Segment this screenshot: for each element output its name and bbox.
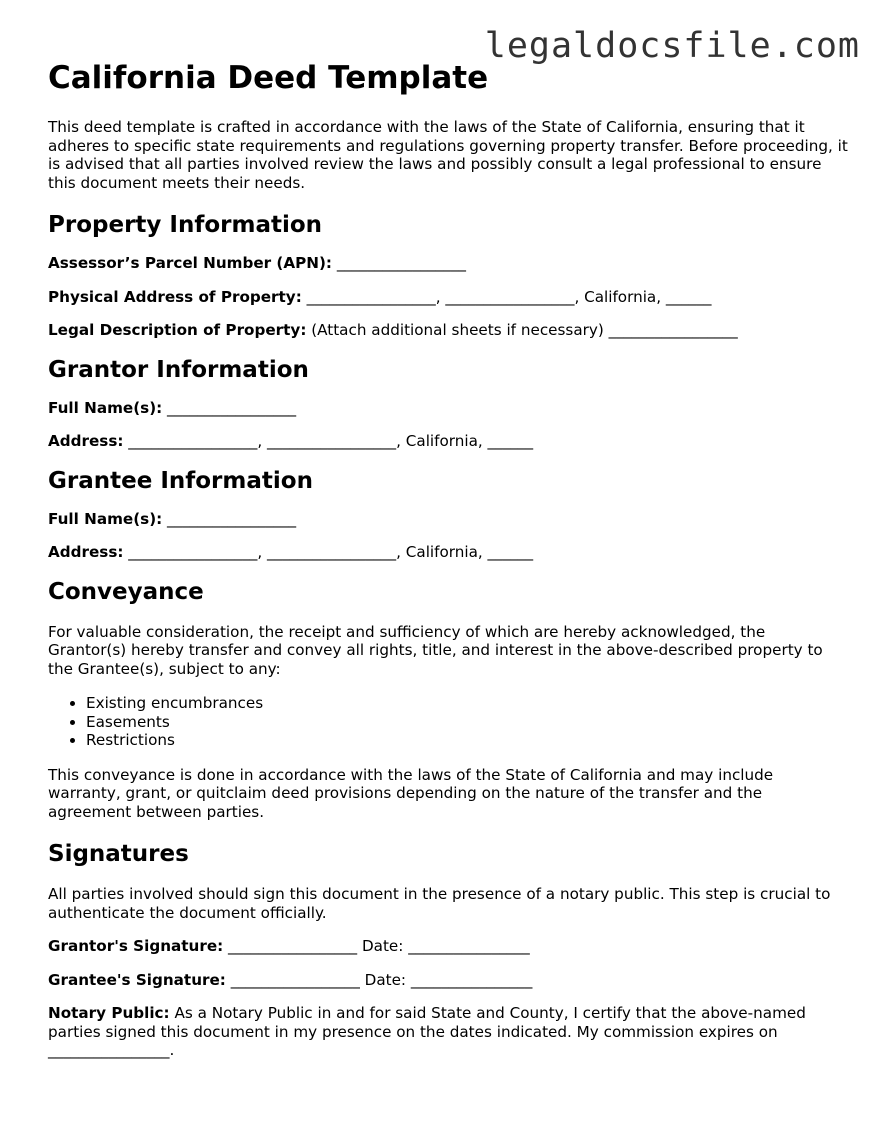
apn-field — [48, 254, 848, 273]
grantee-address-field — [48, 543, 848, 562]
grantee-name-field — [48, 510, 848, 529]
grantee-signature-field — [48, 971, 848, 990]
grantee-signature-label: Grantee's Signature: — [48, 970, 226, 989]
grantee-name-value: _________________ — [167, 509, 297, 528]
page-title: California Deed Template — [48, 60, 489, 96]
apn-value: _________________ — [336, 254, 466, 272]
grantor-name-value: _________________ — [167, 398, 297, 417]
grantee-name-label: Full Name(s): — [48, 509, 163, 528]
grantor-address-value: _________________, _________________, California, ______ — [128, 432, 534, 450]
grantor-address-field — [48, 432, 848, 451]
watermark: legaldocsfile.com — [484, 26, 860, 66]
legal-description-field — [48, 321, 848, 340]
grantee-signature-value: _________________ Date: ________________ — [230, 970, 533, 989]
grantor-signature-field — [48, 937, 848, 956]
grantee-address-label: Address: — [48, 543, 124, 561]
grantor-address-label: Address: — [48, 432, 124, 450]
grantee-heading: Grantee Information — [48, 467, 313, 494]
grantee-address-value: _________________, _________________, California, ______ — [128, 543, 534, 561]
property-address-value: _________________, _________________, California, ______ — [306, 287, 712, 306]
grantor-name-field — [48, 399, 848, 418]
legal-description-label: Legal Description of Property: — [48, 321, 307, 339]
notary-label: Notary Public: — [48, 1004, 170, 1022]
document-page — [48, 58, 848, 1060]
property-address-label: Physical Address of Property: — [48, 287, 302, 306]
property-address-field — [48, 288, 848, 307]
conveyance-heading: Conveyance — [48, 578, 204, 605]
grantor-signature-label: Grantor's Signature: — [48, 937, 224, 955]
legal-description-value: (Attach additional sheets if necessary) _________________ — [311, 321, 738, 339]
notary-text: As a Notary Public in and for said State and County, I certify that the above-named parties signed this document in my presence on the dates indicated. My commission expires on ________________. — [48, 1004, 806, 1059]
conveyance-paragraph: For valuable consideration, the receipt and sufficiency of which are hereby acknowledged, the Grantor(s) hereby transfer and convey all rights, title, and interest in the above-described property to the Grantee(s), subject to any: — [48, 622, 823, 678]
conveyance-law-paragraph: This conveyance is done in accordance with the laws of the State of California and may include warranty, grant, or quitclaim deed provisions depending on the nature of the transfer and the agreement between parties. — [48, 765, 774, 821]
list-item: • Restrictions — [86, 731, 848, 750]
grantor-signature-value: _________________ Date: ________________ — [228, 937, 530, 955]
list-item: • Existing encumbrances — [86, 694, 848, 713]
grantor-name-label: Full Name(s): — [48, 398, 163, 417]
signatures-heading: Signatures — [48, 841, 189, 867]
encumbrance-list — [48, 694, 848, 750]
apn-label: Assessor’s Parcel Number (APN): — [48, 254, 332, 272]
grantor-heading: Grantor Information — [48, 356, 309, 383]
notary-paragraph — [48, 1004, 848, 1060]
list-item: • Easements — [86, 713, 848, 732]
intro-paragraph: This deed template is crafted in accordance with the laws of the State of California, ensuring that it adheres to specific state requirements and regulations governing property transfer. Before proceeding, it is advised that all parties involved review the laws and possibly consult a legal professional to ensure this document meets their needs. — [48, 118, 848, 192]
signatures-paragraph: All parties involved should sign this document in the presence of a notary public. This step is crucial to authenticate the document officially. — [48, 885, 831, 922]
property-heading: Property Information — [48, 212, 323, 238]
